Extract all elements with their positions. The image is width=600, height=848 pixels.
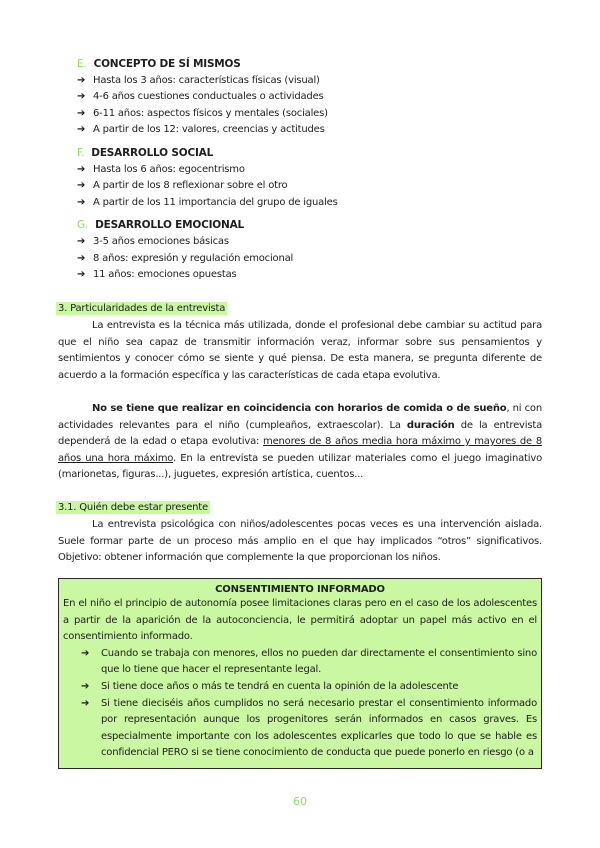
- list-item: [77, 269, 237, 280]
- paragraph-text: La entrevista es la técnica más utilizada, donde el profesional debe cambiar su actitud para que el niño sea capaz de transmitir información veraz, informar sobre sus pensamientos y sentimientos y conocer cómo se siente y qué piensa. De esta manera, se pregunta diferente de acuerdo a la formación específica y las características de cada etapa evolutiva.: [58, 320, 542, 381]
- list-item: [59, 696, 541, 762]
- arrow-right-icon: ➔: [77, 124, 86, 135]
- section-f-title: DESARROLLO SOCIAL: [91, 147, 214, 159]
- arrow-right-icon: ➔: [77, 164, 86, 175]
- arrow-right-icon: ➔: [77, 180, 86, 191]
- section-3-1-heading: 3.1. Quién debe estar presente: [58, 502, 208, 513]
- paragraph-text: , ni con actividades relevantes para el niño (cumpleaños, extraescolar). La: [58, 403, 542, 431]
- list-item-text: A partir de los 11 importancia del grupo de iguales: [93, 197, 338, 208]
- paragraph-text: La entrevista psicológica con niños/adolescentes pocas veces es una intervención aislada. Suele formar parte de un proceso más amplio en el que hay implicados “otros” significativos. Objetivo: obtener información que complemente la que proporcionan los niños.: [58, 519, 542, 564]
- list-item-text: A partir de los 12: valores, creencias y actitudes: [93, 124, 325, 135]
- arrow-right-icon: ➔: [81, 647, 90, 659]
- list-item-text: A partir de los 8 reflexionar sobre el otro: [93, 180, 288, 191]
- list-item: [77, 124, 325, 135]
- section-3-1-paragraph: [58, 517, 542, 567]
- paragraph-text: . En la entrevista se pueden utilizar materiales como el juego imaginativo (marionetas, figuras...), juguetes, expresión artística, cuentos...: [58, 452, 542, 481]
- section-f-heading: [77, 147, 213, 159]
- list-item: [59, 679, 541, 696]
- list-item-text: 3-5 años emociones básicas: [93, 236, 229, 247]
- page-number: 60: [293, 795, 307, 808]
- list-item-text: Cuando se trabaja con menores, ellos no pueden dar directamente el consentimiento sino que lo tiene que hacer el representante legal.: [101, 647, 537, 676]
- list-item-text: Si tiene dieciséis años cumplidos no será necesario prestar el consentimiento informado por representación aunque los progenitores serán informados en casos graves. Es especialmente importante con los adolescentes explicarles que todo lo que se hable es confidencial PERO si se tiene conocimiento de conducta que puede ponerlo en riesgo (o a: [101, 697, 537, 759]
- list-item-text: Hasta los 6 años: egocentrismo: [93, 164, 245, 175]
- list-item: [77, 236, 229, 247]
- list-item-text: 4-6 años cuestiones conductuales o actividades: [93, 91, 324, 102]
- section-g-heading: [77, 219, 244, 231]
- arrow-right-icon: ➔: [77, 108, 86, 119]
- bold-text: duración: [406, 419, 455, 431]
- box-intro: En el niño el principio de autonomía posee limitaciones claras pero en el caso de los adolescentes a partir de la aparición de la autoconciencia, le permitirá adoptar un papel más activo en el consentimiento informado.: [63, 598, 537, 643]
- list-item-text: Si tiene doce años o más te tendrá en cuenta la opinión de la adolescente: [101, 680, 459, 692]
- paragraph-text: de la entrevista dependerá de la edad o etapa evolutiva:: [58, 419, 543, 448]
- arrow-right-icon: ➔: [77, 197, 86, 208]
- list-item: [77, 180, 287, 191]
- section-e-heading: [77, 58, 241, 70]
- section-f-letter: F.: [77, 147, 85, 159]
- section-g-letter: G.: [77, 219, 89, 231]
- list-item-text: 11 años: emociones opuestas: [93, 269, 237, 280]
- list-item-text: 6-11 años: aspectos físicos y mentales (sociales): [93, 108, 328, 119]
- bold-text: No se tiene que realizar en coincidencia con horarios de comida o de sueño: [92, 403, 507, 414]
- arrow-right-icon: ➔: [77, 75, 86, 86]
- list-item: [59, 646, 541, 679]
- section-3-paragraph-2: [58, 401, 542, 484]
- arrow-right-icon: ➔: [81, 697, 90, 709]
- list-item: [77, 108, 328, 119]
- section-g-title: DESARROLLO EMOCIONAL: [95, 219, 245, 231]
- arrow-right-icon: ➔: [81, 680, 90, 692]
- list-item: [77, 197, 338, 208]
- section-3-heading: 3. Particularidades de la entrevista: [58, 303, 226, 314]
- list-item-text: Hasta los 3 años: características físicas (visual): [93, 75, 320, 86]
- arrow-right-icon: ➔: [77, 269, 86, 280]
- arrow-right-icon: ➔: [77, 253, 86, 264]
- section-e-title: CONCEPTO DE SÍ MISMOS: [93, 58, 241, 70]
- section-e-letter: E.: [77, 58, 87, 70]
- arrow-right-icon: ➔: [77, 91, 86, 102]
- informed-consent-box: [58, 578, 542, 769]
- list-item: [77, 91, 324, 102]
- box-title: CONSENTIMIENTO INFORMADO: [215, 584, 385, 595]
- underlined-text: menores de 8 años media hora máximo y mayores de 8 años una hora máximo: [58, 436, 542, 464]
- arrow-right-icon: ➔: [77, 236, 86, 247]
- section-3-paragraph-1: [58, 318, 542, 384]
- list-item: [77, 75, 320, 86]
- box-list: [59, 646, 541, 762]
- list-item: [77, 253, 293, 264]
- list-item-text: 8 años: expresión y regulación emocional: [93, 253, 294, 264]
- list-item: [77, 164, 245, 175]
